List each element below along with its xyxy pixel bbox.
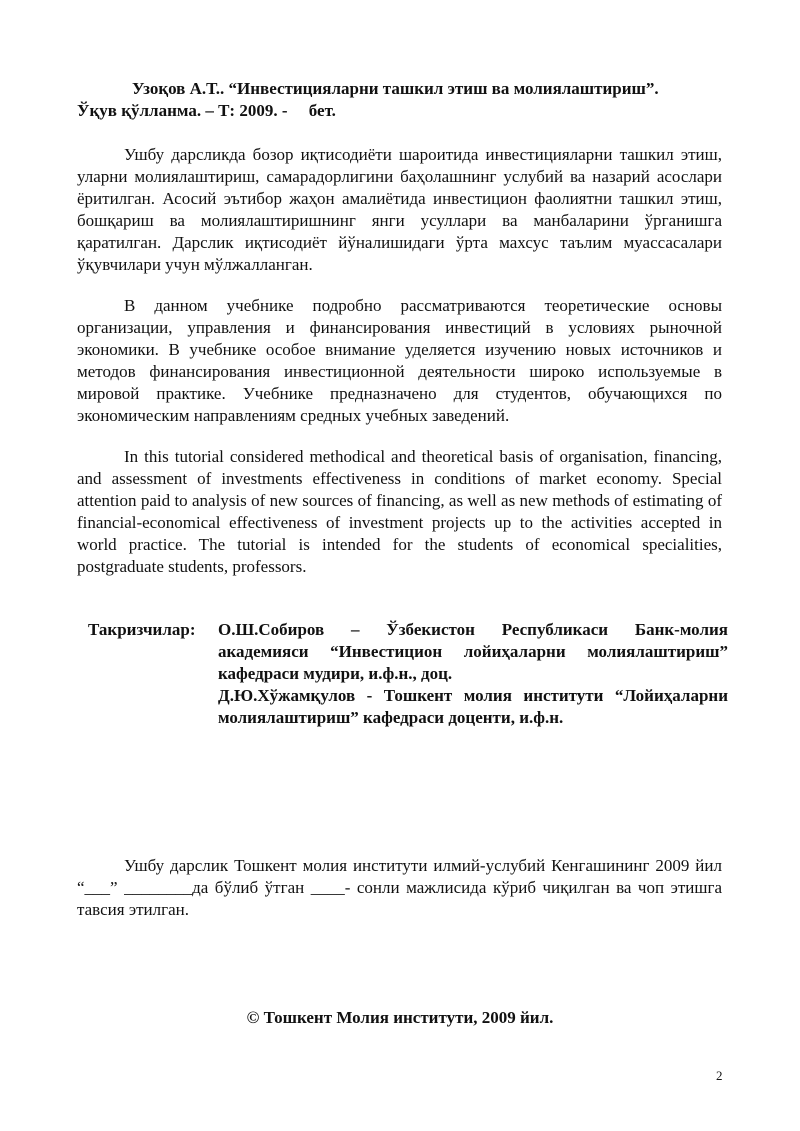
reviewer-2: Д.Ю.Хўжамқулов - Тошкент молия институти “Лойиҳаларни молиялаштириш” кафедраси доценти, и.ф.н. bbox=[218, 686, 728, 727]
abstract-english: In this tutorial considered methodical and theoretical basis of organisation, financing, and assessment of investments effectiveness in conditions of market economy. Special attention paid to analysis of new sources of financing, as well as new methods of estimating of financial-economical effectiveness of investment projects up to the activities accepted in world practice. The tutorial is intended for the students of economical specialities, postgraduate students, professors. bbox=[77, 447, 722, 576]
reviewers-label: Такризчилар: bbox=[88, 620, 196, 639]
bibliographic-reference bbox=[77, 78, 722, 122]
approval-statement: Ушбу дарслик Тошкент молия институти илмий-услубий Кенгашининг 2009 йил “___” ________да бўлиб ўтган ____- сонли мажлисида кўриб чиқилган ва чоп этишга тавсия этилган. bbox=[77, 856, 722, 919]
bibliography-line-2: Ўқув қўлланма. – Т: 2009. - бет. bbox=[77, 101, 336, 120]
page-number: 2 bbox=[716, 1068, 723, 1083]
abstract-russian: В данном учебнике подробно рассматриваются теоретические основы организации, управления и финансирования инвестиций в условиях рыночной экономики. В учебнике особое внимание уделяется изучению новых источников и методов финансирования инвестиционной деятельности широко используемые в мировой практике. Учебнике предназначено для студентов, обучающихся по экономическим направлениям средных учебных заведений. bbox=[77, 296, 722, 425]
bibliography-line-1: Узоқов А.Т.. “Инвестицияларни ташкил этиш ва молиялаштириш”. bbox=[132, 79, 659, 98]
copyright-notice: © Тошкент Молия институти, 2009 йил. bbox=[246, 1008, 554, 1027]
reviewers-list bbox=[218, 619, 728, 729]
abstract-uzbek: Ушбу дарсликда бозор иқтисодиёти шароитида инвестицияларни ташкил этиш, уларни молиялаштириш, самарадорлигини баҳолашнинг услубий ва назарий асослари ёритилган. Асосий эътибор жаҳон амалиётида инвестицион фаолиятни ташкил этиш, бошқариш ва молиялаштиришнинг янги усуллари ва манбаларини ўрганишга қаратилган. Дарслик иқтисодиёт йўналишидаги ўрта махсус таълим муассасалари ўқувчилари учун мўлжалланган. bbox=[77, 145, 722, 274]
reviewer-1: О.Ш.Собиров – Ўзбекистон Республикаси Банк-молия академияси “Инвестицион лойиҳаларни молиялаштириш” кафедраси мудири, и.ф.н., доц. bbox=[218, 620, 728, 683]
